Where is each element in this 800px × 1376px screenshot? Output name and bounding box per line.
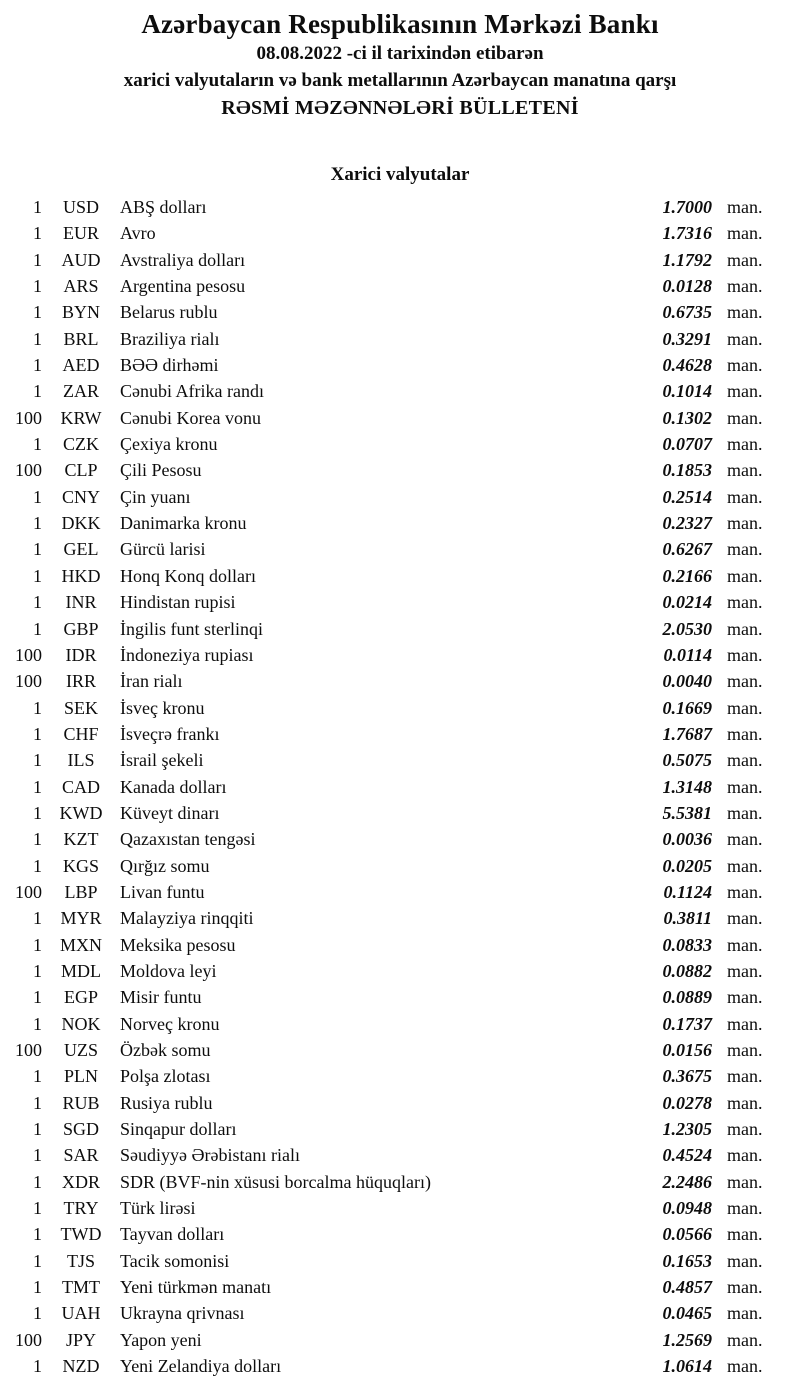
currency-name: Özbək somu xyxy=(120,1040,211,1060)
unit-label: man. xyxy=(727,1040,763,1060)
quantity-value: 1 xyxy=(33,750,42,771)
quantity-value: 100 xyxy=(15,1040,42,1060)
rate-value: 1.7687 xyxy=(662,723,712,744)
unit-label: man. xyxy=(727,407,763,428)
effective-date-line: 08.08.2022 -ci il tarixindən etibarən xyxy=(256,43,544,64)
currency-name: Norveç kronu xyxy=(120,1013,220,1034)
table-row xyxy=(0,378,800,404)
table-row xyxy=(0,589,800,615)
table-row xyxy=(0,958,800,984)
unit-label: man. xyxy=(727,328,763,349)
rate-value: 1.2305 xyxy=(662,1119,712,1140)
rate-value: 0.0214 xyxy=(662,592,712,613)
quantity-value: 1 xyxy=(33,829,42,850)
rate-value: 1.0614 xyxy=(662,1356,712,1376)
currency-code: GBP xyxy=(63,618,99,639)
quantity-value: 1 xyxy=(33,908,42,929)
quantity-value: 100 xyxy=(15,1329,42,1350)
table-row xyxy=(0,774,800,800)
rate-value: 0.2166 xyxy=(662,565,712,586)
currency-code: SEK xyxy=(63,697,98,718)
currency-name: Kanada dolları xyxy=(120,776,227,797)
currency-name: İngilis funt sterlinqi xyxy=(120,618,263,639)
unit-label: man. xyxy=(727,1250,763,1271)
quantity-value: 1 xyxy=(33,381,42,402)
currency-name: Gürcü larisi xyxy=(120,539,206,560)
table-row xyxy=(0,800,800,826)
unit-label: man. xyxy=(727,802,763,823)
table-row xyxy=(0,352,800,378)
rate-value: 1.7316 xyxy=(662,223,712,244)
currency-name: Yapon yeni xyxy=(120,1329,202,1350)
quantity-value: 1 xyxy=(33,486,42,507)
bank-name-title: Azərbaycan Respublikasının Mərkəzi Bankı xyxy=(141,9,659,39)
unit-label: man. xyxy=(727,960,763,981)
rate-value: 1.1792 xyxy=(662,249,712,270)
rate-value: 0.0465 xyxy=(662,1303,712,1324)
table-row xyxy=(0,1353,800,1376)
unit-label: man. xyxy=(727,434,763,455)
rate-value: 1.3148 xyxy=(662,776,712,797)
unit-label: man. xyxy=(727,197,763,217)
currency-code: KRW xyxy=(60,407,102,428)
currency-name: Avstraliya dolları xyxy=(120,249,246,270)
currency-name: Danimarka kronu xyxy=(120,513,247,534)
currency-name: İsveç kronu xyxy=(120,697,205,718)
table-row xyxy=(0,853,800,879)
unit-label: man. xyxy=(727,723,763,744)
currency-name: Səudiyyə Ərəbistanı rialı xyxy=(120,1145,300,1166)
currency-name: Rusiya rublu xyxy=(120,1092,213,1113)
quantity-value: 1 xyxy=(33,328,42,349)
currency-name: Cənubi Korea vonu xyxy=(120,407,261,428)
table-row xyxy=(0,879,800,905)
currency-name: Cənubi Afrika randı xyxy=(120,381,264,402)
quantity-value: 1 xyxy=(33,539,42,560)
table-row xyxy=(0,1011,800,1037)
rate-value: 0.1653 xyxy=(662,1250,712,1271)
rate-value: 0.0278 xyxy=(662,1092,712,1113)
currency-code: ARS xyxy=(63,276,99,297)
rate-value: 2.0530 xyxy=(662,618,712,639)
unit-label: man. xyxy=(727,249,763,270)
table-row xyxy=(0,431,800,457)
quantity-value: 1 xyxy=(33,1277,42,1298)
currency-code: EGP xyxy=(63,987,98,1008)
rate-value: 0.0128 xyxy=(662,276,712,297)
table-row xyxy=(0,536,800,562)
quantity-value: 1 xyxy=(33,565,42,586)
quantity-value: 1 xyxy=(33,855,42,876)
table-row xyxy=(0,1195,800,1221)
unit-label: man. xyxy=(727,513,763,534)
currency-name: Küveyt dinarı xyxy=(120,802,220,823)
currency-code: BYN xyxy=(61,302,100,323)
unit-label: man. xyxy=(727,1013,763,1034)
quantity-value: 100 xyxy=(15,407,42,428)
quantity-value: 1 xyxy=(33,1303,42,1324)
unit-label: man. xyxy=(727,829,763,850)
rate-value: 0.0156 xyxy=(662,1040,712,1060)
rate-value: 0.1014 xyxy=(662,381,712,402)
unit-label: man. xyxy=(727,987,763,1008)
unit-label: man. xyxy=(727,1119,763,1140)
unit-label: man. xyxy=(727,697,763,718)
table-row xyxy=(0,668,800,694)
table-row xyxy=(0,1221,800,1247)
table-row xyxy=(0,1274,800,1300)
currency-name: İsveçrə frankı xyxy=(120,723,220,744)
rate-value: 0.0833 xyxy=(662,934,712,955)
currency-name: Avro xyxy=(120,223,156,244)
unit-label: man. xyxy=(727,381,763,402)
unit-label: man. xyxy=(727,881,763,902)
currency-code: NOK xyxy=(61,1013,101,1034)
table-row xyxy=(0,1327,800,1353)
currency-code: CAD xyxy=(61,776,100,797)
currency-code: UZS xyxy=(63,1040,98,1060)
table-row xyxy=(0,826,800,852)
rate-value: 0.0889 xyxy=(662,987,712,1008)
quantity-value: 1 xyxy=(33,249,42,270)
unit-label: man. xyxy=(727,776,763,797)
bulletin-title: RƏSMİ MƏZƏNNƏLƏRİ BÜLLETENİ xyxy=(221,97,579,119)
currency-name: BƏƏ dirhəmi xyxy=(120,355,219,376)
table-row xyxy=(0,1063,800,1089)
currency-code: TMT xyxy=(62,1277,100,1298)
currency-name: Braziliya rialı xyxy=(120,328,220,349)
currency-code: AED xyxy=(62,355,100,376)
currency-name: Tacik somonisi xyxy=(120,1250,230,1271)
currency-name: İran rialı xyxy=(120,671,183,692)
currency-code: SGD xyxy=(62,1119,99,1140)
quantity-value: 1 xyxy=(33,1092,42,1113)
quantity-value: 1 xyxy=(33,1119,42,1140)
table-row xyxy=(0,299,800,325)
currency-code: RUB xyxy=(62,1092,100,1113)
table-row xyxy=(0,273,800,299)
currency-code: MXN xyxy=(59,934,102,955)
table-row xyxy=(0,1248,800,1274)
rate-value: 0.1124 xyxy=(663,881,712,902)
quantity-value: 1 xyxy=(33,1250,42,1271)
rate-value: 1.7000 xyxy=(662,197,712,217)
unit-label: man. xyxy=(727,460,763,481)
table-row xyxy=(0,616,800,642)
unit-label: man. xyxy=(727,223,763,244)
currency-code: CLP xyxy=(64,460,98,481)
quantity-value: 1 xyxy=(33,697,42,718)
rate-value: 0.1302 xyxy=(662,407,712,428)
table-row xyxy=(0,695,800,721)
table-row xyxy=(0,905,800,931)
currency-code: MDL xyxy=(61,960,101,981)
table-row xyxy=(0,932,800,958)
unit-label: man. xyxy=(727,644,763,665)
quantity-value: 1 xyxy=(33,618,42,639)
rate-value: 0.0707 xyxy=(662,434,712,455)
rate-value: 0.6267 xyxy=(662,539,712,560)
quantity-value: 1 xyxy=(33,987,42,1008)
unit-label: man. xyxy=(727,750,763,771)
currency-code: CNY xyxy=(61,486,100,507)
table-row xyxy=(0,563,800,589)
currency-code: AUD xyxy=(61,249,101,270)
currency-name: Ukrayna qrivnası xyxy=(120,1303,245,1324)
currency-code: INR xyxy=(65,592,97,613)
quantity-value: 1 xyxy=(33,223,42,244)
unit-label: man. xyxy=(727,592,763,613)
table-row xyxy=(0,194,800,220)
currency-code: TRY xyxy=(63,1198,99,1219)
currency-code: UAH xyxy=(61,1303,101,1324)
rate-value: 0.3291 xyxy=(662,328,712,349)
quantity-value: 1 xyxy=(33,276,42,297)
currency-name: İsrail şekeli xyxy=(120,750,204,771)
currency-name: Qazaxıstan tengəsi xyxy=(120,829,256,850)
currency-code: HKD xyxy=(61,565,101,586)
unit-label: man. xyxy=(727,855,763,876)
currency-code: CZK xyxy=(63,434,99,455)
unit-label: man. xyxy=(727,302,763,323)
currency-code: DKK xyxy=(61,513,101,534)
rate-value: 0.4628 xyxy=(662,355,712,376)
currency-code: BRL xyxy=(63,328,99,349)
currency-name: Qırğız somu xyxy=(120,855,210,876)
currency-name: SDR (BVF-nin xüsusi borcalma hüquqları) xyxy=(120,1171,431,1192)
quantity-value: 100 xyxy=(15,881,42,902)
currency-name: Honq Konq dolları xyxy=(120,565,256,586)
currency-name: Yeni Zelandiya dolları xyxy=(120,1356,282,1376)
rate-value: 0.1853 xyxy=(662,460,712,481)
currency-code: NZD xyxy=(62,1356,100,1376)
table-row xyxy=(0,510,800,536)
currency-name: Argentina pesosu xyxy=(120,276,246,297)
quantity-value: 1 xyxy=(33,1013,42,1034)
currency-name: ABŞ dolları xyxy=(120,197,207,217)
rate-value: 0.4524 xyxy=(662,1145,712,1166)
currency-name: Polşa zlotası xyxy=(120,1066,211,1087)
unit-label: man. xyxy=(727,565,763,586)
table-row xyxy=(0,1300,800,1326)
quantity-value: 1 xyxy=(33,1224,42,1245)
bulletin-subtitle: xarici valyutaların və bank metallarının Azərbaycan manatına qarşı xyxy=(123,70,677,91)
currency-name: Meksika pesosu xyxy=(120,934,236,955)
currency-name: Tayvan dolları xyxy=(120,1224,225,1245)
quantity-value: 100 xyxy=(15,460,42,481)
unit-label: man. xyxy=(727,1145,763,1166)
quantity-value: 1 xyxy=(33,1198,42,1219)
currency-code: SAR xyxy=(63,1145,99,1166)
quantity-value: 1 xyxy=(33,355,42,376)
rate-value: 0.6735 xyxy=(662,302,712,323)
table-row xyxy=(0,247,800,273)
section-title-foreign-currencies: Xarici valyutalar xyxy=(330,164,470,185)
unit-label: man. xyxy=(727,355,763,376)
table-row xyxy=(0,747,800,773)
rate-value: 0.0205 xyxy=(662,855,712,876)
table-row xyxy=(0,642,800,668)
currency-code: LBP xyxy=(64,881,98,902)
currency-name: Livan funtu xyxy=(120,881,205,902)
currency-code: ZAR xyxy=(63,381,99,402)
currency-code: USD xyxy=(62,197,99,217)
table-row xyxy=(0,326,800,352)
rates-table xyxy=(0,194,800,1376)
table-row xyxy=(0,457,800,483)
quantity-value: 1 xyxy=(33,434,42,455)
unit-label: man. xyxy=(727,908,763,929)
quantity-value: 1 xyxy=(33,723,42,744)
rate-value: 0.2327 xyxy=(662,513,712,534)
currency-code: CHF xyxy=(63,723,99,744)
table-row xyxy=(0,1090,800,1116)
rate-value: 0.3675 xyxy=(662,1066,712,1087)
rate-value: 0.0882 xyxy=(662,960,712,981)
unit-label: man. xyxy=(727,1303,763,1324)
currency-code: TWD xyxy=(60,1224,102,1245)
unit-label: man. xyxy=(727,1092,763,1113)
table-row xyxy=(0,484,800,510)
unit-label: man. xyxy=(727,1066,763,1087)
unit-label: man. xyxy=(727,1356,763,1376)
currency-code: EUR xyxy=(63,223,99,244)
currency-name: Çin yuanı xyxy=(120,486,191,507)
currency-code: XDR xyxy=(61,1171,100,1192)
unit-label: man. xyxy=(727,1171,763,1192)
currency-name: İndoneziya rupiası xyxy=(120,644,254,665)
rate-value: 0.5075 xyxy=(662,750,712,771)
unit-label: man. xyxy=(727,1329,763,1350)
unit-label: man. xyxy=(727,934,763,955)
table-row xyxy=(0,984,800,1010)
quantity-value: 1 xyxy=(33,197,42,217)
rate-value: 0.1669 xyxy=(662,697,712,718)
table-row xyxy=(0,1116,800,1142)
currency-name: Belarus rublu xyxy=(120,302,218,323)
unit-label: man. xyxy=(727,671,763,692)
currency-code: GEL xyxy=(63,539,99,560)
currency-code: IDR xyxy=(65,644,97,665)
currency-code: ILS xyxy=(67,750,95,771)
currency-name: Yeni türkmən manatı xyxy=(120,1277,272,1298)
currency-name: Sinqapur dolları xyxy=(120,1119,237,1140)
table-row xyxy=(0,220,800,246)
quantity-value: 1 xyxy=(33,934,42,955)
currency-code: TJS xyxy=(66,1250,95,1271)
rate-value: 0.0036 xyxy=(662,829,712,850)
quantity-value: 1 xyxy=(33,1171,42,1192)
quantity-value: 1 xyxy=(33,802,42,823)
rate-value: 0.1737 xyxy=(662,1013,712,1034)
currency-code: KGS xyxy=(62,855,99,876)
rate-value: 0.0566 xyxy=(662,1224,712,1245)
currency-name: Moldova leyi xyxy=(120,960,217,981)
unit-label: man. xyxy=(727,1277,763,1298)
currency-code: JPY xyxy=(65,1329,96,1350)
currency-name: Çili Pesosu xyxy=(120,460,202,481)
rate-value: 0.0114 xyxy=(663,644,712,665)
rate-value: 0.0948 xyxy=(662,1198,712,1219)
quantity-value: 1 xyxy=(33,1066,42,1087)
unit-label: man. xyxy=(727,486,763,507)
currency-name: Hindistan rupisi xyxy=(120,592,236,613)
quantity-value: 1 xyxy=(33,776,42,797)
unit-label: man. xyxy=(727,618,763,639)
currency-code: KWD xyxy=(59,802,103,823)
quantity-value: 1 xyxy=(33,513,42,534)
currency-code: KZT xyxy=(63,829,99,850)
table-row xyxy=(0,721,800,747)
rate-value: 5.5381 xyxy=(662,802,712,823)
quantity-value: 1 xyxy=(33,960,42,981)
currency-name: Misir funtu xyxy=(120,987,202,1008)
rate-value: 0.0040 xyxy=(662,671,712,692)
currency-name: Malayziya rinqqiti xyxy=(120,908,254,929)
unit-label: man. xyxy=(727,1224,763,1245)
currency-code: MYR xyxy=(60,908,102,929)
rate-value: 0.4857 xyxy=(662,1277,712,1298)
quantity-value: 1 xyxy=(33,1356,42,1376)
quantity-value: 1 xyxy=(33,1145,42,1166)
table-row xyxy=(0,1037,800,1063)
table-row xyxy=(0,1142,800,1168)
rate-value: 2.2486 xyxy=(662,1171,712,1192)
quantity-value: 100 xyxy=(15,644,42,665)
currency-code: PLN xyxy=(63,1066,98,1087)
unit-label: man. xyxy=(727,276,763,297)
rate-value: 0.3811 xyxy=(663,908,712,929)
currency-code: IRR xyxy=(65,671,96,692)
quantity-value: 100 xyxy=(15,671,42,692)
table-row xyxy=(0,1169,800,1195)
quantity-value: 1 xyxy=(33,592,42,613)
quantity-value: 1 xyxy=(33,302,42,323)
unit-label: man. xyxy=(727,539,763,560)
rate-value: 1.2569 xyxy=(662,1329,712,1350)
table-row xyxy=(0,405,800,431)
currency-name: Türk lirəsi xyxy=(120,1198,196,1219)
currency-name: Çexiya kronu xyxy=(120,434,218,455)
unit-label: man. xyxy=(727,1198,763,1219)
rate-value: 0.2514 xyxy=(662,486,712,507)
